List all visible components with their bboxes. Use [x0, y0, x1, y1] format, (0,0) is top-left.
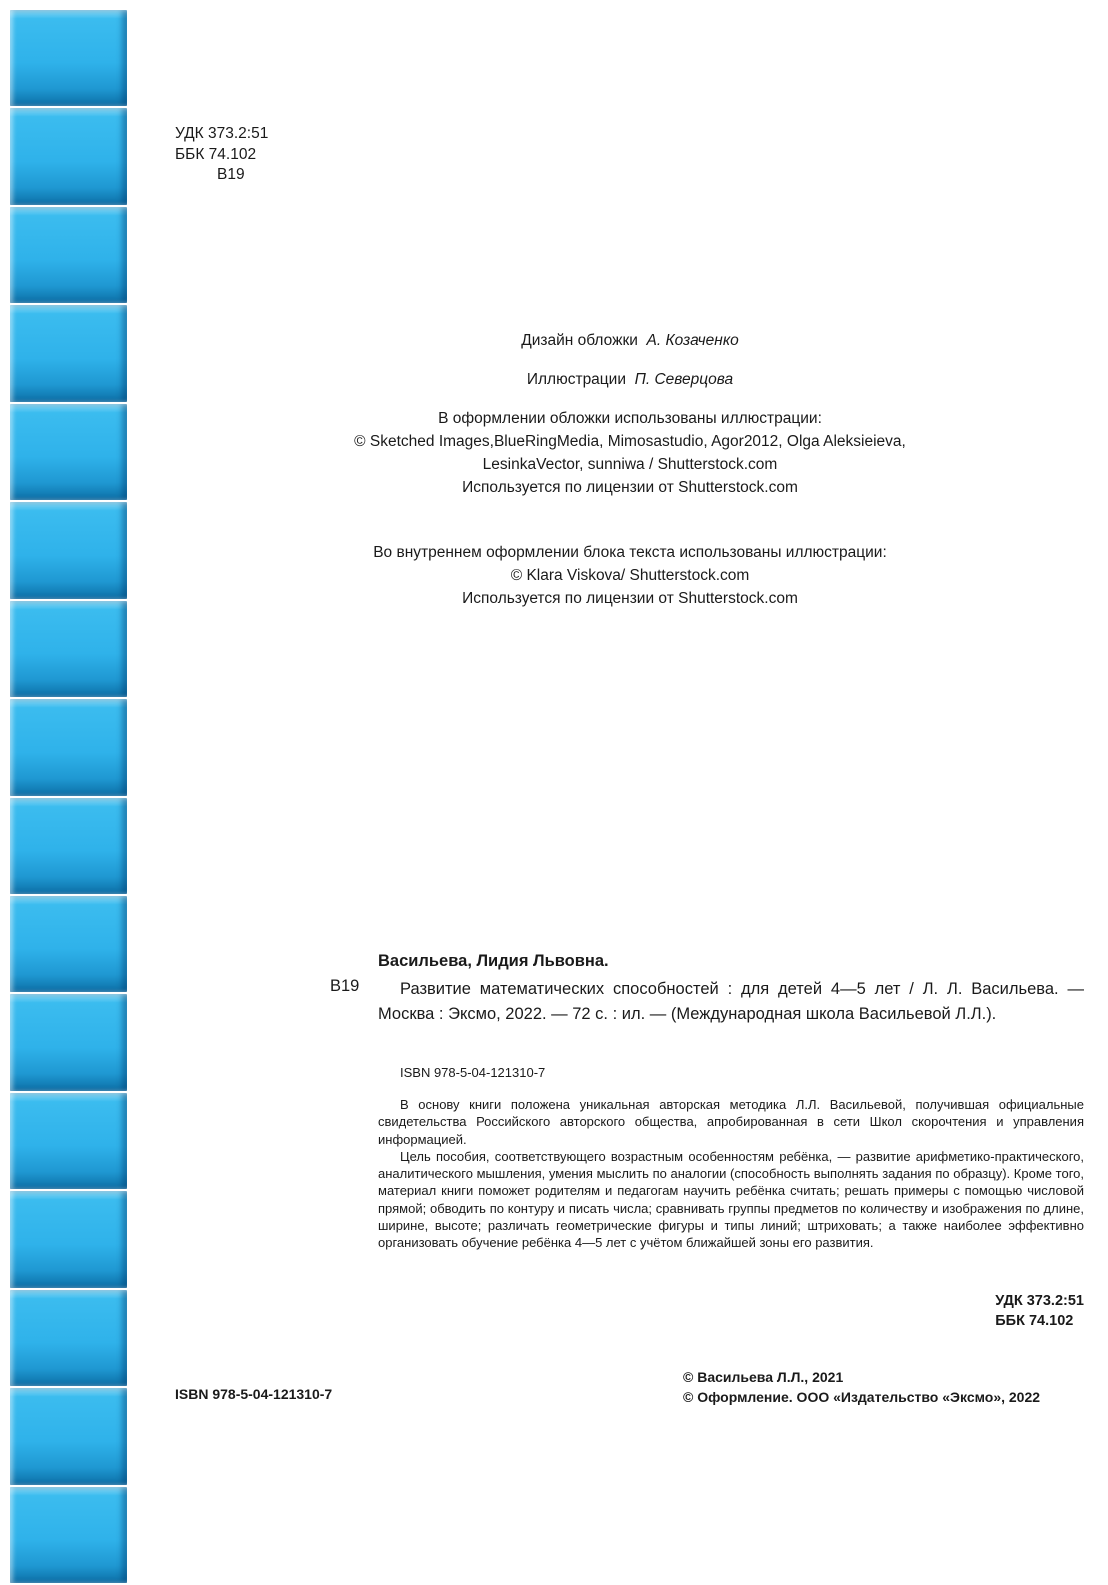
cover-designer-name: А. Козаченко	[646, 332, 739, 349]
decorative-tile	[10, 207, 127, 303]
udk-footer-codes: УДК 373.2:51 ББК 74.102	[995, 1293, 1084, 1329]
copyright-block	[683, 1367, 1040, 1407]
bibliographic-description: Развитие математических способностей : для детей 4—5 лет / Л. Л. Васильева. — Москва : Эксмо, 2022. — 72 с. : ил. — (Международная школа Васильевой Л.Л.).	[378, 980, 1084, 1023]
decorative-tile	[10, 994, 127, 1090]
bbk-code: ББК 74.102	[175, 145, 257, 163]
copyright-design: © Оформление. ООО «Издательство «Эксмо», 2022	[683, 1389, 1041, 1405]
annotation-paragraph: Цель пособия, соответствующего возрастным особенностям ребёнка, — развитие арифметико-практического, аналитического мышления, умения мыслить по аналогии (способность выполнять задания по образцу). Кроме того, материал книги поможет родителям и педагогам научить ребёнка считать; решать примеры с помощью числовой прямой; обводить по контуру и писать числа; сравнивать группы предметов по количеству и изображения по длине, ширине, высоте; различать геометрические фигуры и типы линий; штриховать; а также наиболее эффективно организовать обучение ребёнка 4—5 лет с учётом ближайшей зоны его развития.	[378, 1148, 1084, 1251]
decorative-tile	[10, 1487, 127, 1583]
decorative-tile	[10, 896, 127, 992]
annotation	[378, 1096, 1084, 1252]
decorative-tile	[10, 108, 127, 204]
illustrations-credit: Иллюстрации П. Северцова	[526, 371, 734, 388]
isbn-footer: ISBN 978-5-04-121310-7	[175, 1386, 333, 1402]
udk-header	[175, 124, 268, 186]
author-mark: В19	[217, 166, 245, 183]
decorative-tile	[10, 699, 127, 795]
isbn-line: ISBN 978-5-04-121310-7	[400, 1065, 546, 1080]
author-mark-side: В19	[330, 977, 360, 995]
decorative-tile	[10, 502, 127, 598]
decorative-tile	[10, 1191, 127, 1287]
udk-code: УДК 373.2:51	[175, 125, 269, 142]
decorative-tile	[10, 798, 127, 894]
decorative-tile	[10, 1290, 127, 1386]
decorative-tile	[10, 10, 127, 106]
decorative-tile-strip	[10, 10, 127, 1585]
decorative-tile	[10, 404, 127, 500]
decorative-tile	[10, 1388, 127, 1484]
copyright-author: © Васильева Л.Л., 2021	[683, 1369, 844, 1385]
cover-design-credit: Дизайн обложки А. Козаченко	[521, 332, 739, 349]
illustrator-name: П. Северцова	[634, 371, 734, 388]
decorative-tile	[10, 1093, 127, 1189]
inner-illustrations-notice: Во внутреннем оформлении блока текста использованы иллюстрации: © Klara Viskova/ Shutterstock.com Используется по лицензии от Shutterstock.com	[373, 544, 887, 607]
decorative-tile	[10, 305, 127, 401]
decorative-tile	[10, 601, 127, 697]
cover-illustrations-notice: В оформлении обложки использованы иллюстрации: © Sketched Images,BlueRingMedia, Mimosastudio, Agor2012, Olga Aleksieieva, LesinkaVector, sunniwa / Shutterstock.com Используется по лицензии от Shutterstock.com	[354, 410, 906, 496]
annotation-paragraph: В основу книги положена уникальная авторская методика Л.Л. Васильевой, получившая официальные свидетельства Российского авторского общества, апробированная в сети Школ скорочтения и управления информацией.	[378, 1097, 1084, 1147]
author-heading: Васильева, Лидия Львовна.	[378, 952, 609, 970]
